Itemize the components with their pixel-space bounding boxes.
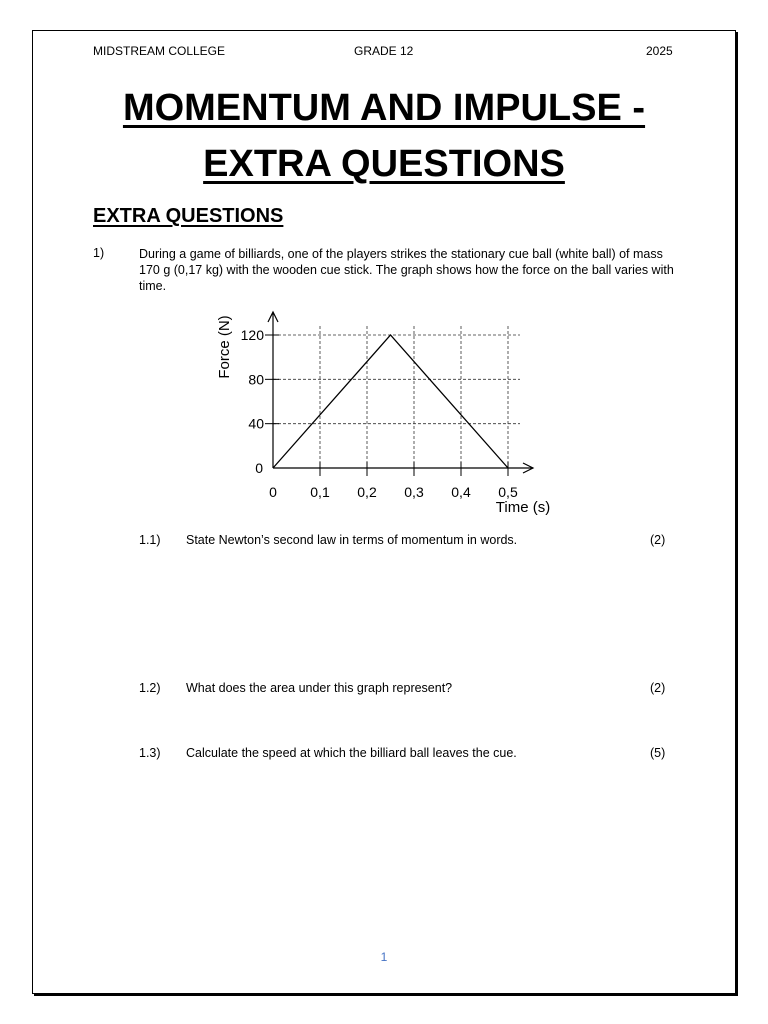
y-tick-label: 0	[255, 460, 263, 476]
x-tick-label: 0,4	[451, 484, 471, 500]
force-time-chart	[200, 305, 570, 520]
page-title-line-1: MOMENTUM AND IMPULSE -	[122, 87, 646, 129]
question-text: During a game of billiards, one of the players strikes the stationary cue ball (white ball) of mass 170 g (0,17 kg) with the wooden cue stick. The graph shows how the force on the ball varies with time.	[139, 247, 674, 293]
subquestion-1-number: 1.1)	[139, 533, 161, 547]
x-tick-label: 0,3	[404, 484, 424, 500]
x-tick-label: 0,2	[357, 484, 377, 500]
page-title	[40, 80, 728, 192]
header-year: 2025	[646, 44, 673, 58]
x-tick-label: 0,1	[310, 484, 330, 500]
series-line-0	[273, 335, 508, 468]
x-tick-label: 0,5	[498, 484, 518, 500]
subquestion-1-text: State Newton’s second law in terms of momentum in words.	[186, 533, 518, 547]
y-tick-label: 40	[248, 415, 264, 432]
y-tick-label: 120	[240, 327, 264, 343]
subquestion-1-marks: (2)	[650, 533, 666, 547]
y-tick-label: 80	[248, 371, 264, 388]
header-grade: GRADE 12	[354, 44, 414, 58]
header-school: MIDSTREAM COLLEGE	[93, 44, 226, 58]
section-heading: EXTRA QUESTIONS	[93, 205, 284, 227]
subquestion-2-text: What does the area under this graph represent?	[186, 681, 453, 695]
subquestion-3-marks: (5)	[650, 746, 666, 760]
y-axis-label: Force (N)	[216, 315, 233, 379]
subquestion-3-number: 1.3)	[139, 746, 161, 760]
question-number: 1)	[93, 246, 105, 260]
subquestion-2-marks: (2)	[650, 681, 666, 695]
subquestion-2-number: 1.2)	[139, 681, 161, 695]
x-axis-label: Time (s)	[495, 499, 551, 516]
subquestion-3-text: Calculate the speed at which the billiard ball leaves the cue.	[186, 746, 517, 760]
x-tick-label: 0	[269, 484, 277, 500]
page-title-line-2: EXTRA QUESTIONS	[203, 143, 565, 185]
page-number: 1	[380, 950, 388, 964]
